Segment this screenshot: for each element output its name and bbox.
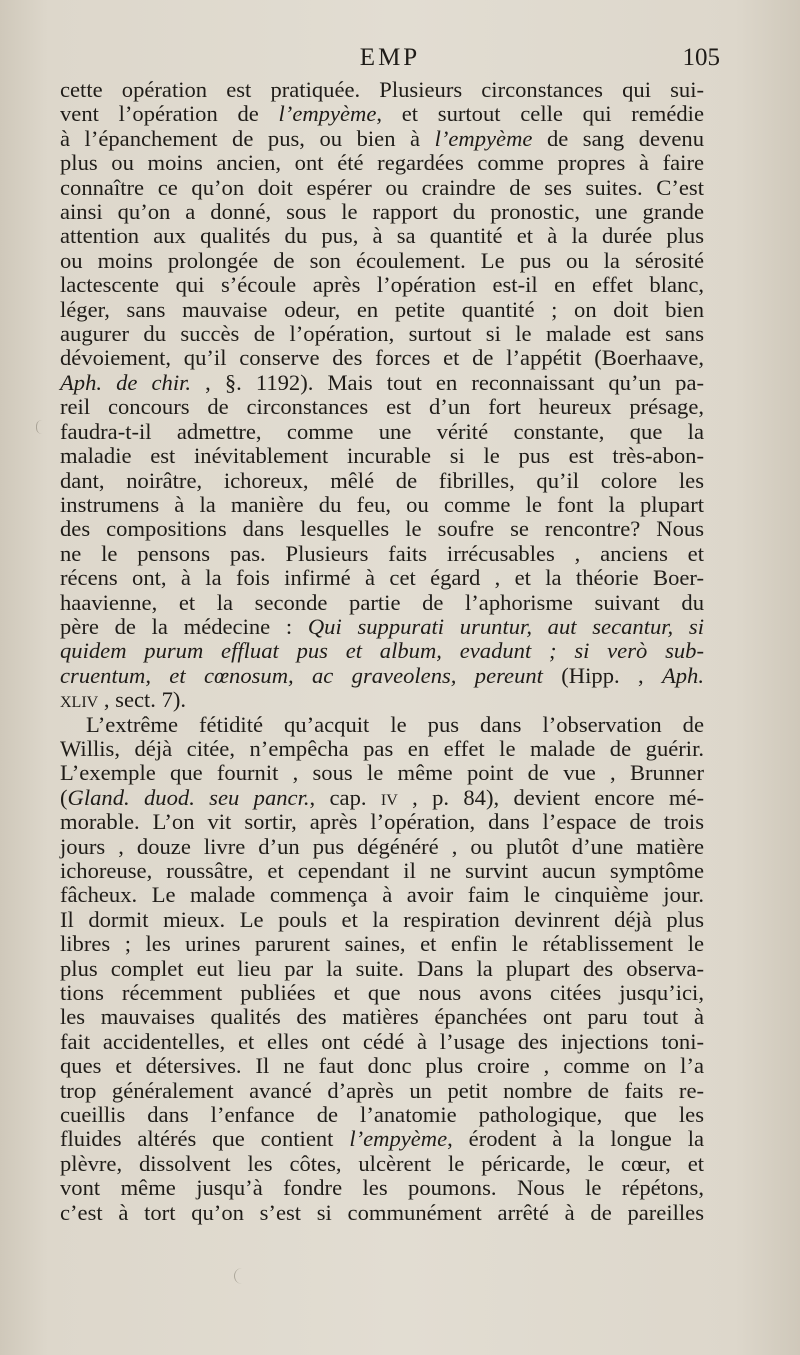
text-run: plus complet eut lieu par la suite. Dans la plupart des observa- — [60, 955, 704, 981]
text-line — [60, 78, 704, 102]
text-run: c’est à tort qu’on s’est si communément arrêté à de pareilles — [60, 1199, 704, 1225]
text-run: Il dormit mieux. Le pouls et la respiration devinrent déjà plus — [60, 906, 704, 932]
text-line — [60, 737, 704, 761]
text-run: instrumens à la manière du feu, ou comme le font la plupart — [60, 491, 704, 517]
text-line — [60, 249, 704, 273]
text-line — [60, 835, 704, 859]
text-line — [60, 1079, 704, 1103]
text-line — [60, 1005, 704, 1029]
text-line — [60, 810, 704, 834]
text-run: ainsi qu’on a donné, sous le rapport du pronostic, une grande — [60, 199, 704, 225]
body-text — [60, 78, 704, 1225]
italic-text: quidem purum effluat pus et album, evadunt ; si verò sub- — [60, 638, 704, 664]
text-line — [60, 1201, 704, 1225]
text-line — [60, 688, 704, 712]
text-run: vont même jusqu’à fondre les poumons. Nous le répétons, — [60, 1175, 704, 1201]
text-line — [60, 298, 704, 322]
text-line — [60, 1030, 704, 1054]
text-run: de sang devenu — [532, 125, 704, 151]
text-line — [60, 200, 704, 224]
text-run: récens ont, à la fois infirmé à cet égard , et la théorie Boer- — [60, 565, 704, 591]
text-run: fait accidentelles, et elles ont cédé à l’usage des injections toni- — [60, 1028, 704, 1054]
page-number: 105 — [682, 44, 720, 71]
text-line — [60, 664, 704, 688]
text-line — [60, 639, 704, 663]
text-line — [60, 1103, 704, 1127]
text-run: maladie est inévitablement incurable si le pus est très-abon- — [60, 443, 704, 469]
text-line — [60, 713, 704, 737]
text-line — [60, 273, 704, 297]
text-run: attention aux qualités du pus, à sa quantité et à la durée plus — [60, 223, 704, 249]
text-line — [60, 322, 704, 346]
text-line — [60, 591, 704, 615]
text-line — [60, 981, 704, 1005]
text-line — [60, 908, 704, 932]
text-line — [60, 493, 704, 517]
text-line — [60, 102, 704, 126]
margin-mark — [234, 1268, 243, 1284]
text-run: lactescente qui s’écoule après l’opération est-il en effet blanc, — [60, 272, 704, 298]
text-run: reil concours de circonstances est d’un fort heureux présage, — [60, 394, 704, 420]
text-run: fâcheux. Le malade commença à avoir faim le cinquième jour. — [60, 882, 704, 908]
text-line — [60, 420, 704, 444]
text-run: vent l’opération de — [60, 101, 279, 127]
italic-text: Aph. de chir. — [60, 369, 192, 395]
text-run: , §. 1192). Mais tout en reconnaissant qu’un pa- — [191, 369, 704, 395]
margin-mark — [36, 420, 45, 434]
text-line — [60, 517, 704, 541]
text-line — [60, 444, 704, 468]
text-run: léger, sans mauvaise odeur, en petite quantité ; on doit bien — [60, 296, 704, 322]
text-line — [60, 566, 704, 590]
text-line — [60, 1152, 704, 1176]
text-line — [60, 469, 704, 493]
text-line — [60, 786, 704, 810]
text-run: morable. L’on vit sortir, après l’opération, dans l’espace de trois — [60, 809, 704, 835]
text-line — [60, 859, 704, 883]
text-line — [60, 176, 704, 200]
running-title: EMP — [359, 44, 421, 71]
text-line — [60, 957, 704, 981]
text-run: iv — [380, 784, 398, 810]
text-run: fluides altérés que contient — [60, 1126, 350, 1152]
text-run: dant, noirâtre, ichoreux, mêlé de fibrilles, qu’il colore les — [60, 467, 704, 493]
text-run: , p. 84), devient encore mé- — [397, 784, 704, 810]
text-line — [60, 542, 704, 566]
text-run: ne le pensons pas. Plusieurs faits irrécusables , anciens et — [60, 540, 704, 566]
text-run: , érodent à la longue la — [447, 1126, 704, 1152]
text-run: ques et détersives. Il ne faut donc plus croire , comme on l’a — [60, 1053, 704, 1079]
text-line — [60, 615, 704, 639]
text-line — [60, 1054, 704, 1078]
italic-text: l’empyème — [434, 125, 533, 151]
text-run: père de la médecine : — [60, 613, 308, 639]
italic-text: Qui suppurati uruntur, aut secantur, si — [307, 613, 704, 639]
text-line — [60, 346, 704, 370]
text-run: xliv — [60, 687, 99, 713]
text-run: dévoiement, qu’il conserve des forces et de l’appétit (Boerhaave, — [60, 345, 704, 371]
italic-text: l’empyème — [349, 1126, 448, 1152]
text-run: ichoreuse, roussâtre, et cependant il ne survint aucun symptôme — [60, 858, 704, 883]
running-head — [60, 44, 720, 78]
text-run: les mauvaises qualités des matières épanchées ont paru tout à — [60, 1004, 704, 1030]
text-run: jours , douze livre d’un pus dégénéré , ou plutôt d’une matière — [60, 833, 704, 859]
text-run: haavienne, et la seconde partie de l’aphorisme suivant du — [60, 589, 704, 615]
text-line — [60, 1176, 704, 1200]
text-run: ( — [60, 784, 68, 810]
text-run: tions récemment publiées et que nous avons citées jusqu’ici, — [60, 980, 704, 1006]
text-line — [60, 224, 704, 248]
text-run: , cap. — [309, 784, 381, 810]
italic-text: Gland. duod. seu pancr. — [67, 784, 310, 810]
text-line — [60, 883, 704, 907]
text-line — [60, 761, 704, 785]
text-line — [60, 371, 704, 395]
text-line — [60, 395, 704, 419]
text-line — [60, 127, 704, 151]
text-run: L’exemple que fournit , sous le même point de vue , Brunner — [60, 760, 704, 786]
text-run: faudra-t-il admettre, comme une vérité constante, que la — [60, 418, 704, 444]
text-run: libres ; les urines parurent saines, et enfin le rétablissement le — [60, 931, 704, 957]
text-run: ou moins prolongée de son écoulement. Le pus ou la sérosité — [60, 247, 704, 273]
text-run: plus ou moins ancien, ont été regardées comme propres à faire — [60, 150, 704, 176]
italic-text: l’empyème — [278, 101, 377, 127]
text-run: cueillis dans l’enfance de l’anatomie pathologique, que les — [60, 1102, 704, 1128]
text-run: connaître ce qu’on doit espérer ou craindre de ses suites. C’est — [60, 174, 704, 200]
text-run: , et surtout celle qui remédie — [376, 101, 704, 127]
italic-text: Aph. — [661, 662, 704, 688]
text-run: , sect. 7). — [98, 687, 187, 713]
text-run: trop généralement avancé d’après un petit nombre de faits re- — [60, 1077, 704, 1103]
text-run: L’extrême fétidité qu’acquit le pus dans l’observation de — [86, 711, 704, 737]
text-run: des compositions dans lesquelles le soufre se rencontre? Nous — [60, 516, 704, 542]
text-run: Willis, déjà citée, n’empêcha pas en effet le malade de guérir. — [60, 735, 704, 761]
text-run: augurer du succès de l’opération, surtout si le malade est sans — [60, 321, 704, 347]
text-line — [60, 932, 704, 956]
text-run: à l’épanchement de pus, ou bien à — [60, 125, 435, 151]
text-run: cette opération est pratiquée. Plusieurs circonstances qui sui- — [60, 77, 704, 102]
text-run: plèvre, dissolvent les côtes, ulcèrent le péricarde, le cœur, et — [60, 1150, 704, 1176]
text-run: (Hipp. , — [542, 662, 662, 688]
italic-text: cruentum, et cœnosum, ac graveolens, pereunt — [60, 662, 543, 688]
text-line — [60, 1127, 704, 1151]
text-line — [60, 151, 704, 175]
